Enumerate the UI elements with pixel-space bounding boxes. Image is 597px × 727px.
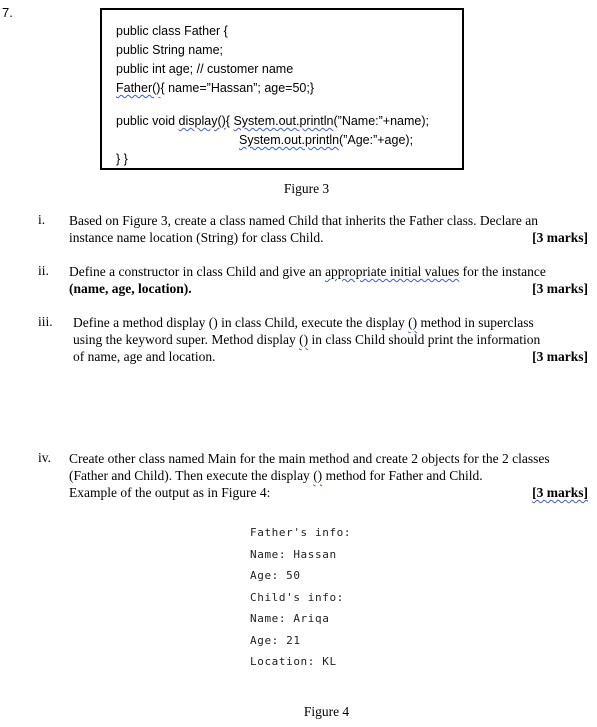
item-text-part: in class Child should print the information <box>308 332 541 347</box>
item-text: Example of the output as in Figure 4: <box>69 485 271 500</box>
code-line <box>239 131 413 150</box>
code-line <box>116 79 314 98</box>
question-item-iv <box>69 450 588 501</box>
figure-3-caption: Figure 3 <box>283 181 330 196</box>
item-text-part: () <box>299 332 309 347</box>
item-text-part: method in superclass <box>417 315 534 330</box>
output-line: Father's info: <box>250 526 352 539</box>
output-line: Name: Hassan <box>250 548 337 561</box>
question-number: 7. <box>2 5 13 20</box>
item-number: ii. <box>38 263 49 278</box>
code-token: (”Age:”+age); <box>339 133 414 147</box>
item-text-part: using the keyword super. Method display <box>73 332 300 347</box>
item-text: of name, age and location. <box>73 349 216 364</box>
marks-label: [3 marks] <box>532 485 588 500</box>
code-line: public int age; // customer name <box>116 62 294 76</box>
item-number: iv. <box>38 450 51 465</box>
item-text-part: () <box>313 468 323 483</box>
item-text: Create other class named Main for the main method and create 2 objects for the 2 classes <box>69 451 550 466</box>
code-token-father-ctor: Father() <box>116 81 161 95</box>
code-line <box>116 112 429 131</box>
question-item-iii <box>73 314 588 365</box>
code-token: (”Name:”+name); <box>333 114 430 128</box>
code-line: } } <box>116 152 128 166</box>
item-text-part: for the instance <box>459 264 546 279</box>
item-text <box>69 467 588 484</box>
item-text-part: method for Father and Child. <box>322 468 483 483</box>
marks-label: [3 marks] <box>532 349 588 364</box>
figure-4-caption: Figure 4 <box>303 704 350 719</box>
item-text: Based on Figure 3, create a class named Child that inherits the Father class. Declare an <box>69 213 538 228</box>
code-token-println: System.out.println <box>233 114 334 128</box>
item-text: instance name location (String) for class Child. <box>69 230 324 245</box>
output-line: Age: 50 <box>250 569 301 582</box>
output-line: Location: KL <box>250 655 337 668</box>
code-token: { name=”Hassan”; age=50;} <box>160 81 315 95</box>
code-token-display: display() <box>178 114 226 128</box>
code-token: public void <box>116 114 179 128</box>
item-text-part: (Father and Child). Then execute the display <box>69 468 314 483</box>
item-text-part: Define a method display () in class Child, execute the display <box>73 315 409 330</box>
code-line: public String name; <box>116 43 224 57</box>
marks-label: [3 marks] <box>532 281 588 296</box>
item-text <box>73 331 588 348</box>
item-number: iii. <box>38 314 53 329</box>
item-text-part: () <box>408 315 418 330</box>
output-line: Age: 21 <box>250 634 301 647</box>
code-token-println: System.out.println <box>239 133 340 147</box>
item-text <box>69 263 588 280</box>
item-text-part: Define a constructor in class Child and give an <box>69 264 326 279</box>
item-number: i. <box>38 212 46 227</box>
question-item-ii <box>69 263 588 297</box>
question-item-i <box>69 212 588 246</box>
item-text-part: appropriate initial values <box>325 264 460 279</box>
code-line: public class Father { <box>116 24 228 38</box>
marks-label: [3 marks] <box>532 230 588 245</box>
item-text <box>73 314 588 331</box>
item-text: (name, age, location). <box>69 281 192 296</box>
output-line: Child's info: <box>250 591 344 604</box>
output-line: Name: Ariqa <box>250 612 330 625</box>
code-token: { <box>225 114 234 128</box>
